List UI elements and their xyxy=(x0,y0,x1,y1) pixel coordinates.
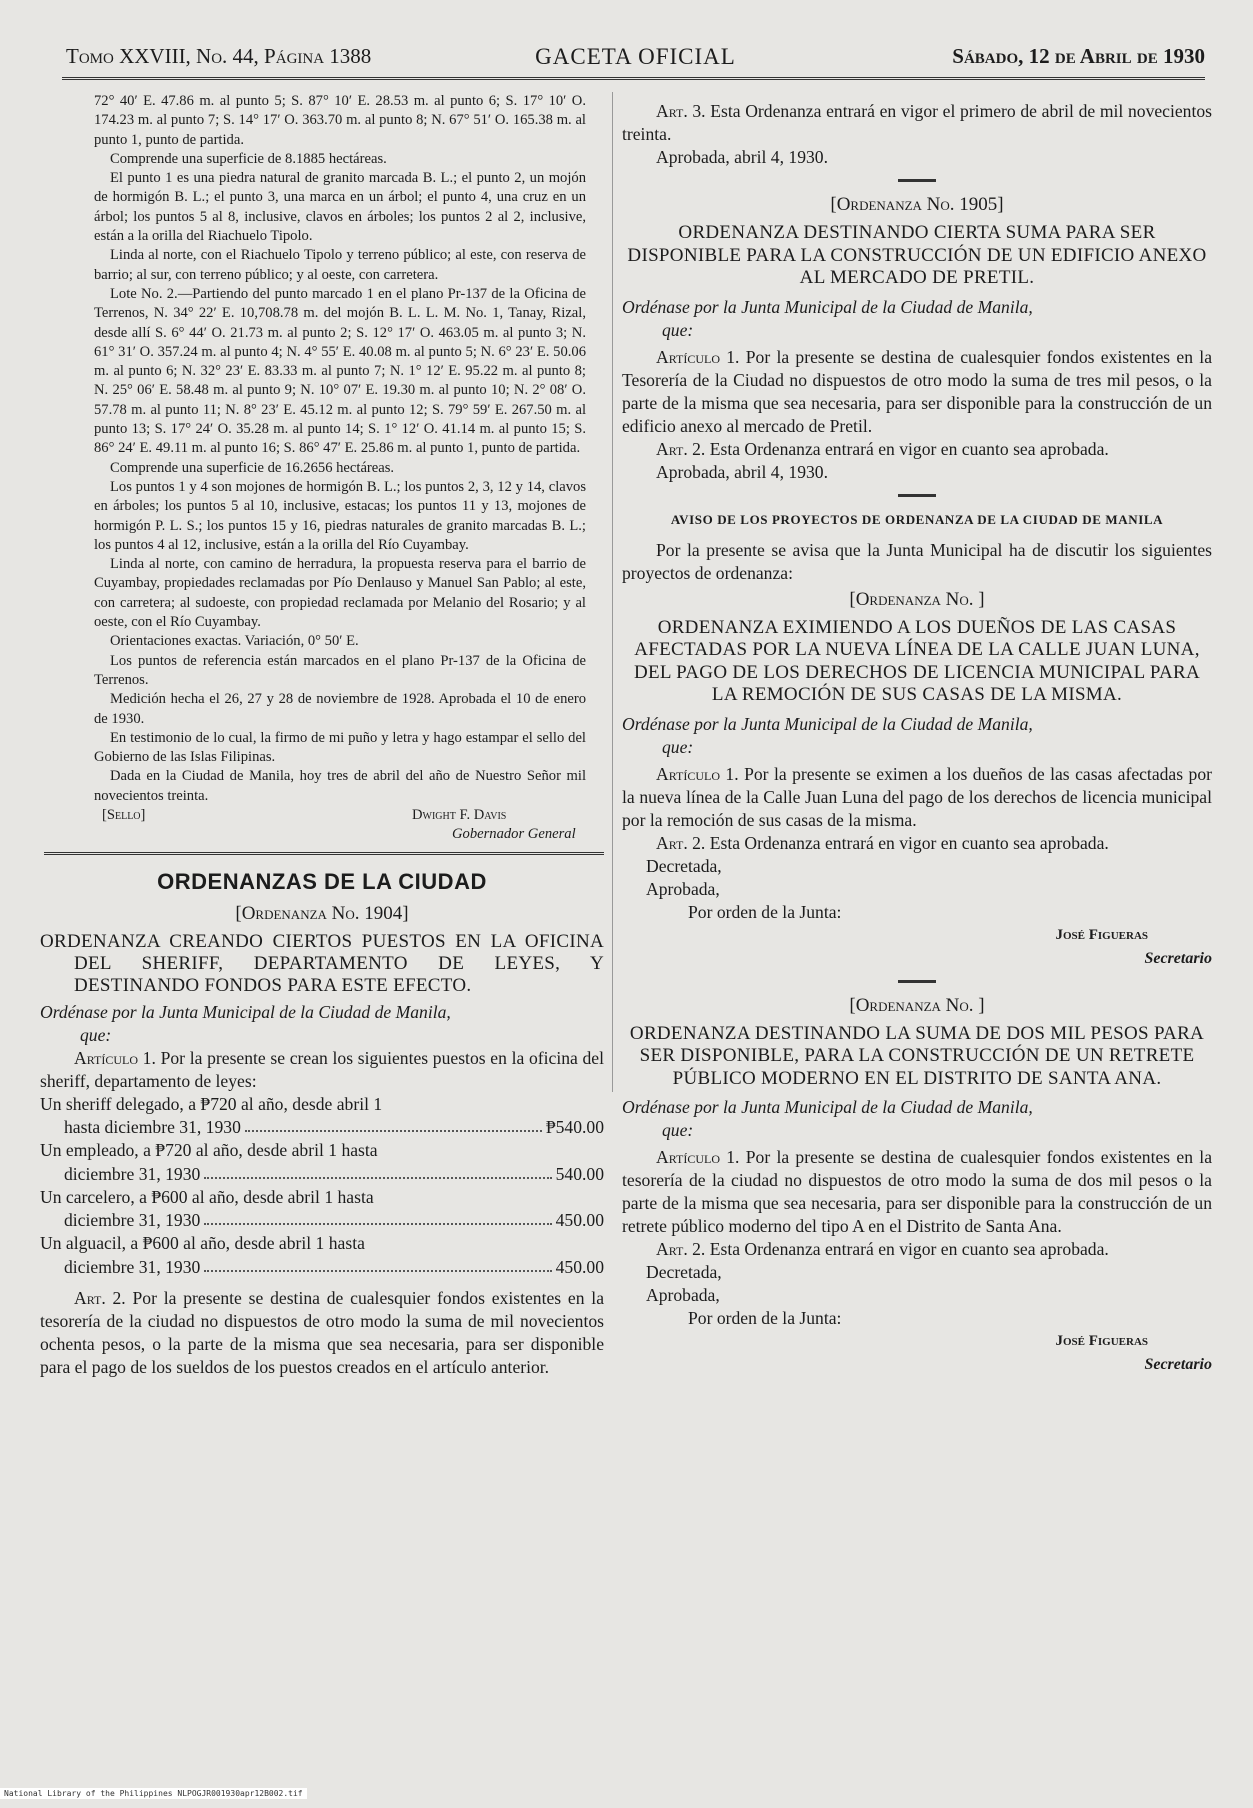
paragraph: Medición hecha el 26, 27 y 28 de noviembre de 1928. Aprobada el 10 de enero de 1930. xyxy=(94,691,586,727)
article-1: Artículo 1. Por la presente se destina de cualesquier fondos existentes en la Tesorería de la Ciudad no dispuestos de otro modo la suma de tres mil pesos, o la parte de la misma que sea necesaria, para ser disponible para la construcción de un edificio anexo al mercado de Pretil. xyxy=(622,346,1212,436)
article-1: Artículo 1. Por la presente se crean los siguientes puestos en la oficina del sheriff, departamento de leyes: xyxy=(40,1047,604,1091)
ordinance-title: ORDENANZA EXIMIENDO A LOS DUEÑOS DE LAS CASAS AFECTADAS POR LA NUEVA LÍNEA DE LA CALLE JUAN LUNA, DEL PAGO DE LOS DERECHOS DE LICENCIA MUNICIPAL PARA LA REMOCIÓN DE SUS CASAS DE LA MISMA. xyxy=(633,616,1200,705)
publication-title: GACETA OFICIAL xyxy=(535,44,736,69)
list-item: Un carcelero, a ₱600 al año, desde abril 1 hasta diciembre 31, 1930 450.00 xyxy=(40,1186,604,1231)
right-column xyxy=(622,100,1212,1744)
section-rule xyxy=(44,852,604,855)
separator xyxy=(898,179,936,182)
article-2: Art. 2. Por la presente se destina de cualesquier fondos existentes en la tesorería de la ciudad no dispuestos de otro modo la suma de mil novecientos ochenta pesos, o la parte de la misma que sea necesaria, para ser disponible para el pago de los sueldos de los puestos creados en el artículo anterior. xyxy=(40,1287,604,1377)
article-2: Art. 2. Esta Ordenanza entrará en vigor en cuanto sea aprobada. xyxy=(656,832,1109,853)
volume-page-label: Tomo XXVIII, No. 44, Página 1388 xyxy=(66,44,372,68)
paragraph: 72° 40′ E. 47.86 m. al punto 5; S. 87° 10′ E. 28.53 m. al punto 6; S. 17° 10′ O. 174.23 m. al punto 7; S. 14° 17′ O. 363.70 m. al punto 8; N. 67° 51′ O. 165.38 m. al punto 1, punto de partida. xyxy=(94,93,586,148)
amount: 450.00 xyxy=(555,1256,604,1277)
decreed-line: Decretada, xyxy=(646,855,722,876)
paragraph: El punto 1 es una piedra natural de granito marcada B. L.; el punto 2, un mojón de hormigón B. L.; el punto 3, una marca en un árbol; el punto 4, una cruz en un árbol; los puntos 5 al 8, inclusive, clavos en árboles; los puntos 2 al 2, inclusive, están a la orilla del Riachuelo Tipolo. xyxy=(94,170,586,245)
paragraph: Linda al norte, con camino de herradura, la propuesta reserva para el barrio de Cuyambay, propiedades reclamadas por Pío Denlauso y Manuel San Pablo; al este, con carretera; al sudoeste, con propiedad reclamada por Melanio del Rosario; y al oeste, con el Río Cuyambay. xyxy=(94,556,586,631)
paragraph: Comprende una superficie de 8.1885 hectáreas. xyxy=(110,150,387,167)
ordinance-title: ORDENANZA CREANDO CIERTOS PUESTOS EN LA OFICINA DEL SHERIFF, DEPARTAMENTO DE LEYES, Y DESTINANDO FONDOS PARA ESTE EFECTO. xyxy=(40,930,604,996)
positions-list xyxy=(40,1093,604,1279)
enacting-clause: Ordénase por la Junta Municipal de la Ciudad de Manila, que: xyxy=(622,713,1033,757)
page-header xyxy=(66,44,1205,76)
ordinance-title: ORDENANZA DESTINANDO CIERTA SUMA PARA SER DISPONIBLE PARA LA CONSTRUCCIÓN DE UN EDIFICIO ANEXO AL MERCADO DE PRETIL. xyxy=(627,222,1207,288)
article-label: Artículo 1. xyxy=(656,1147,740,1167)
list-item: Un alguacil, a ₱600 al año, desde abril 1 hasta diciembre 31, 1930 450.00 xyxy=(40,1233,604,1277)
article-label: Art. 2. xyxy=(656,832,706,853)
separator xyxy=(898,494,936,497)
paragraph: Los puntos 1 y 4 son mojones de hormigón B. L.; los puntos 2, 3, 12 y 14, clavos en árboles; los puntos 5 al 10, inclusive, estacas; los puntos 11 y 13, mojones de hormigón P. L. S.; los puntos 15 y 16, piedras naturales de granito marcadas B. L.; los puntos 4 al 12, inclusive, están a la orilla del Río Cuyambay. xyxy=(94,478,586,553)
paragraph: Los puntos de referencia están marcados en el plano Pr-137 de la Oficina de Terrenos. xyxy=(94,652,586,688)
article-label: Art. 2. xyxy=(656,438,706,459)
ordinance-number: [Ordenanza No. ] xyxy=(849,994,985,1016)
separator xyxy=(898,980,936,983)
approval-line: Aprobada, abril 4, 1930. xyxy=(656,461,828,482)
section-title: ORDENANZAS DE LA CIUDAD xyxy=(157,868,487,894)
article-1: Artículo 1. Por la presente se eximen a los dueños de las casas afectadas por la nueva línea de la Calle Juan Luna del pago de los derechos de licencia municipal por la remoción de sus casas de la misma. xyxy=(622,763,1212,830)
enacting-clause: Ordénase por la Junta Municipal de la Ciudad de Manila, que: xyxy=(40,1001,451,1045)
article-label: Art. 3. xyxy=(656,101,706,121)
scan-footer: National Library of the Philippines NLPOGJR001930apr12B002.tif xyxy=(0,1788,307,1799)
signer-name: Dwight F. Davis xyxy=(412,806,507,823)
signer-name: José Figueras xyxy=(1055,1333,1148,1349)
article-label: Artículo 1. xyxy=(656,346,740,367)
article-label: Art. 2. xyxy=(656,1239,706,1259)
article-label: Art. 2. xyxy=(74,1287,126,1308)
paragraph: Linda al norte, con el Riachuelo Tipolo y terreno público; al este, con reserva de barrio; al sur, con terreno público; y al oeste, con carretera. xyxy=(94,247,586,283)
signer-title: Secretario xyxy=(1144,949,1212,967)
approval-line: Aprobada, abril 4, 1930. xyxy=(656,147,828,167)
amount: 540.00 xyxy=(555,1163,604,1184)
article-1: Artículo 1. Por la presente se destina de cualesquier fondos existentes en la tesorería de la ciudad no dispuestos de otro modo la suma de dos mil pesos o la parte de la misma que sea necesaria, para ser disponible para la construcción de un retrete público moderno del tipo A en el Distrito de Santa Ana. xyxy=(622,1147,1212,1236)
column-divider xyxy=(612,92,613,1092)
ordinance-1904-body xyxy=(40,1001,604,1379)
ordinance-title: ORDENANZA DESTINANDO LA SUMA DE DOS MIL PESOS PARA SER DISPONIBLE, PARA LA CONSTRUCCIÓN DE UN RETRETE PÚBLICO MODERNO EN EL DISTRITO DE SANTA ANA. xyxy=(629,1022,1205,1089)
article-3: Art. 3. Esta Ordenanza entrará en vigor el primero de abril de mil novecientos treinta. xyxy=(622,101,1212,144)
signer-name: José Figueras xyxy=(1055,926,1148,943)
list-item: Un sheriff delegado, a ₱720 al año, desde abril 1 hasta diciembre 31, 1930 ₱540.00 xyxy=(40,1093,604,1138)
article-label: Artículo 1. xyxy=(74,1047,156,1068)
article-label: Artículo 1. xyxy=(656,763,739,784)
ordinance-number: [Ordenanza No. 1904] xyxy=(235,902,409,924)
seal-label: [Sello] xyxy=(102,806,146,823)
article-2: Art. 2. Esta Ordenanza entrará en vigor en cuanto sea aprobada. xyxy=(656,1239,1109,1259)
notice-text: Por la presente se avisa que la Junta Municipal ha de discutir los siguientes proyectos de ordenanza: xyxy=(622,539,1212,583)
amount: 450.00 xyxy=(555,1210,604,1231)
paragraph: Dada en la Ciudad de Manila, hoy tres de abril del año de Nuestro Señor mil novecientos treinta. xyxy=(94,768,586,804)
ordinance-number: [Ordenanza No. ] xyxy=(849,588,985,610)
enacting-clause: Ordénase por la Junta Municipal de la Ciudad de Manila, que: xyxy=(622,296,1033,340)
approved-line: Aprobada, xyxy=(646,1285,720,1305)
signer-title: Secretario xyxy=(1144,1356,1212,1373)
paragraph: Lote No. 2.—Partiendo del punto marcado 1 en el plano Pr-137 de la Oficina de Terrenos, N. 34° 22′ E. 10,708.78 m. del mojón B. L. L. M. No. 1, Tanay, Rizal, desde allí S. 6° 44′ O. 21.73 m. al punto 2; S. 12° 17′ O. 463.05 m. al punto 3; N. 61° 31′ O. 357.24 m. al punto 4; N. 4° 55′ E. 40.08 m. al punto 5; N. 6° 23′ E. 50.06 m. al punto 6; N. 32° 23′ E. 83.33 m. al punto 7; N. 1° 12′ E. 95.22 m. al punto 8; N. 25° 06′ E. 58.48 m. al punto 9; N. 10° 07′ E. 19.30 m. al punto 10; N. 2° 08′ O. 57.78 m. al punto 11; N. 8° 23′ E. 45.12 m. al punto 12; S. 79° 59′ E. 267.50 m. al punto 13; S. 17° 24′ O. 35.28 m. al punto 14; S. 1° 12′ O. 41.14 m. al punto 15; S. 86° 24′ E. 49.11 m. al punto 16; S. 86° 47′ E. 25.86 m. al punto 1, punto de partida. xyxy=(94,285,586,457)
list-item: Un empleado, a ₱720 al año, desde abril 1 hasta diciembre 31, 1930 540.00 xyxy=(40,1140,604,1184)
land-description xyxy=(40,92,604,806)
signer-title: Gobernador General xyxy=(452,825,576,842)
decreed-line: Decretada, xyxy=(646,1262,722,1282)
amount: ₱540.00 xyxy=(545,1117,604,1138)
by-order-line: Por orden de la Junta: xyxy=(688,1308,842,1328)
by-order-line: Por orden de la Junta: xyxy=(688,901,842,922)
header-rule xyxy=(62,77,1205,80)
approved-line: Aprobada, xyxy=(646,878,720,899)
issue-date: Sábado, 12 de Abril de 1930 xyxy=(952,44,1205,68)
article-2: Art. 2. Esta Ordenanza entrará en vigor en cuanto sea aprobada. xyxy=(656,438,1109,459)
notice-heading: AVISO DE LOS PROYECTOS DE ORDENANZA DE LA CIUDAD DE MANILA xyxy=(670,511,1164,527)
paragraph: En testimonio de lo cual, la firmo de mi puño y letra y hago estampar el sello del Gobierno de las Islas Filipinas. xyxy=(94,729,586,766)
proclamation-signature xyxy=(102,806,604,846)
paragraph: Comprende una superficie de 16.2656 hectáreas. xyxy=(110,459,395,476)
paragraph: Orientaciones exactas. Variación, 0° 50′ E. xyxy=(110,633,359,650)
left-column xyxy=(40,92,604,1744)
enacting-clause: Ordénase por la Junta Municipal de la Ciudad de Manila, que: xyxy=(622,1097,1033,1140)
ordinance-number: [Ordenanza No. 1905] xyxy=(830,194,1004,215)
